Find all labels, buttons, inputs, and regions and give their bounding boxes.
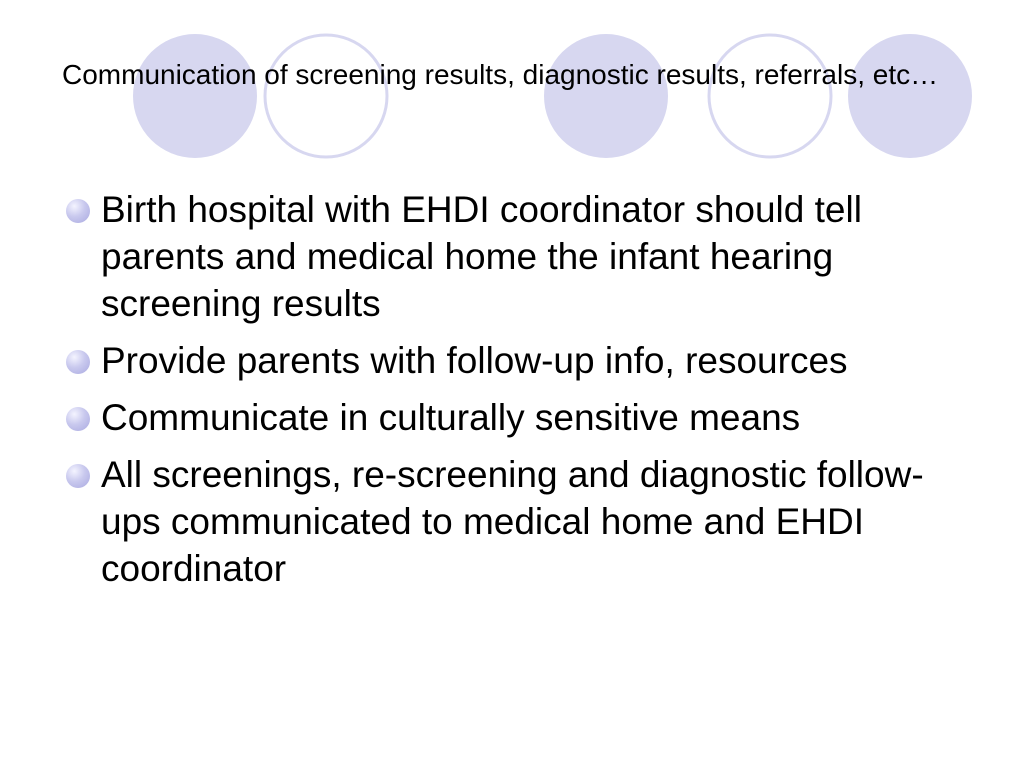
bullet-item [62, 337, 982, 384]
bullet-item [62, 394, 982, 441]
bullet-item [62, 451, 982, 592]
decor-circle-filled-1 [133, 34, 257, 158]
decor-circle-filled-3 [848, 34, 972, 158]
bullet-dot-icon [66, 350, 90, 374]
bullet-list [62, 186, 982, 602]
bullet-dot-icon [66, 199, 90, 223]
bullet-text: Communicate in culturally sensitive means [101, 397, 801, 438]
bullet-dot-icon [66, 407, 90, 431]
decor-circle-outline-2 [709, 35, 831, 157]
bullet-text: Birth hospital with EHDI coordinator should tell parents and medical home the infant hearing screening results [101, 189, 862, 324]
decor-circle-outline-1 [265, 35, 387, 157]
slide-title: Communication of screening results, diagnostic results, referrals, etc… [62, 59, 939, 90]
bullet-dot-icon [66, 464, 90, 488]
bullet-item [62, 186, 982, 327]
bullet-text: Provide parents with follow-up info, resources [101, 340, 848, 381]
bullet-text: All screenings, re-screening and diagnostic follow-ups communicated to medical home and EHDI coordinator [101, 454, 924, 589]
decor-circle-filled-2 [544, 34, 668, 158]
